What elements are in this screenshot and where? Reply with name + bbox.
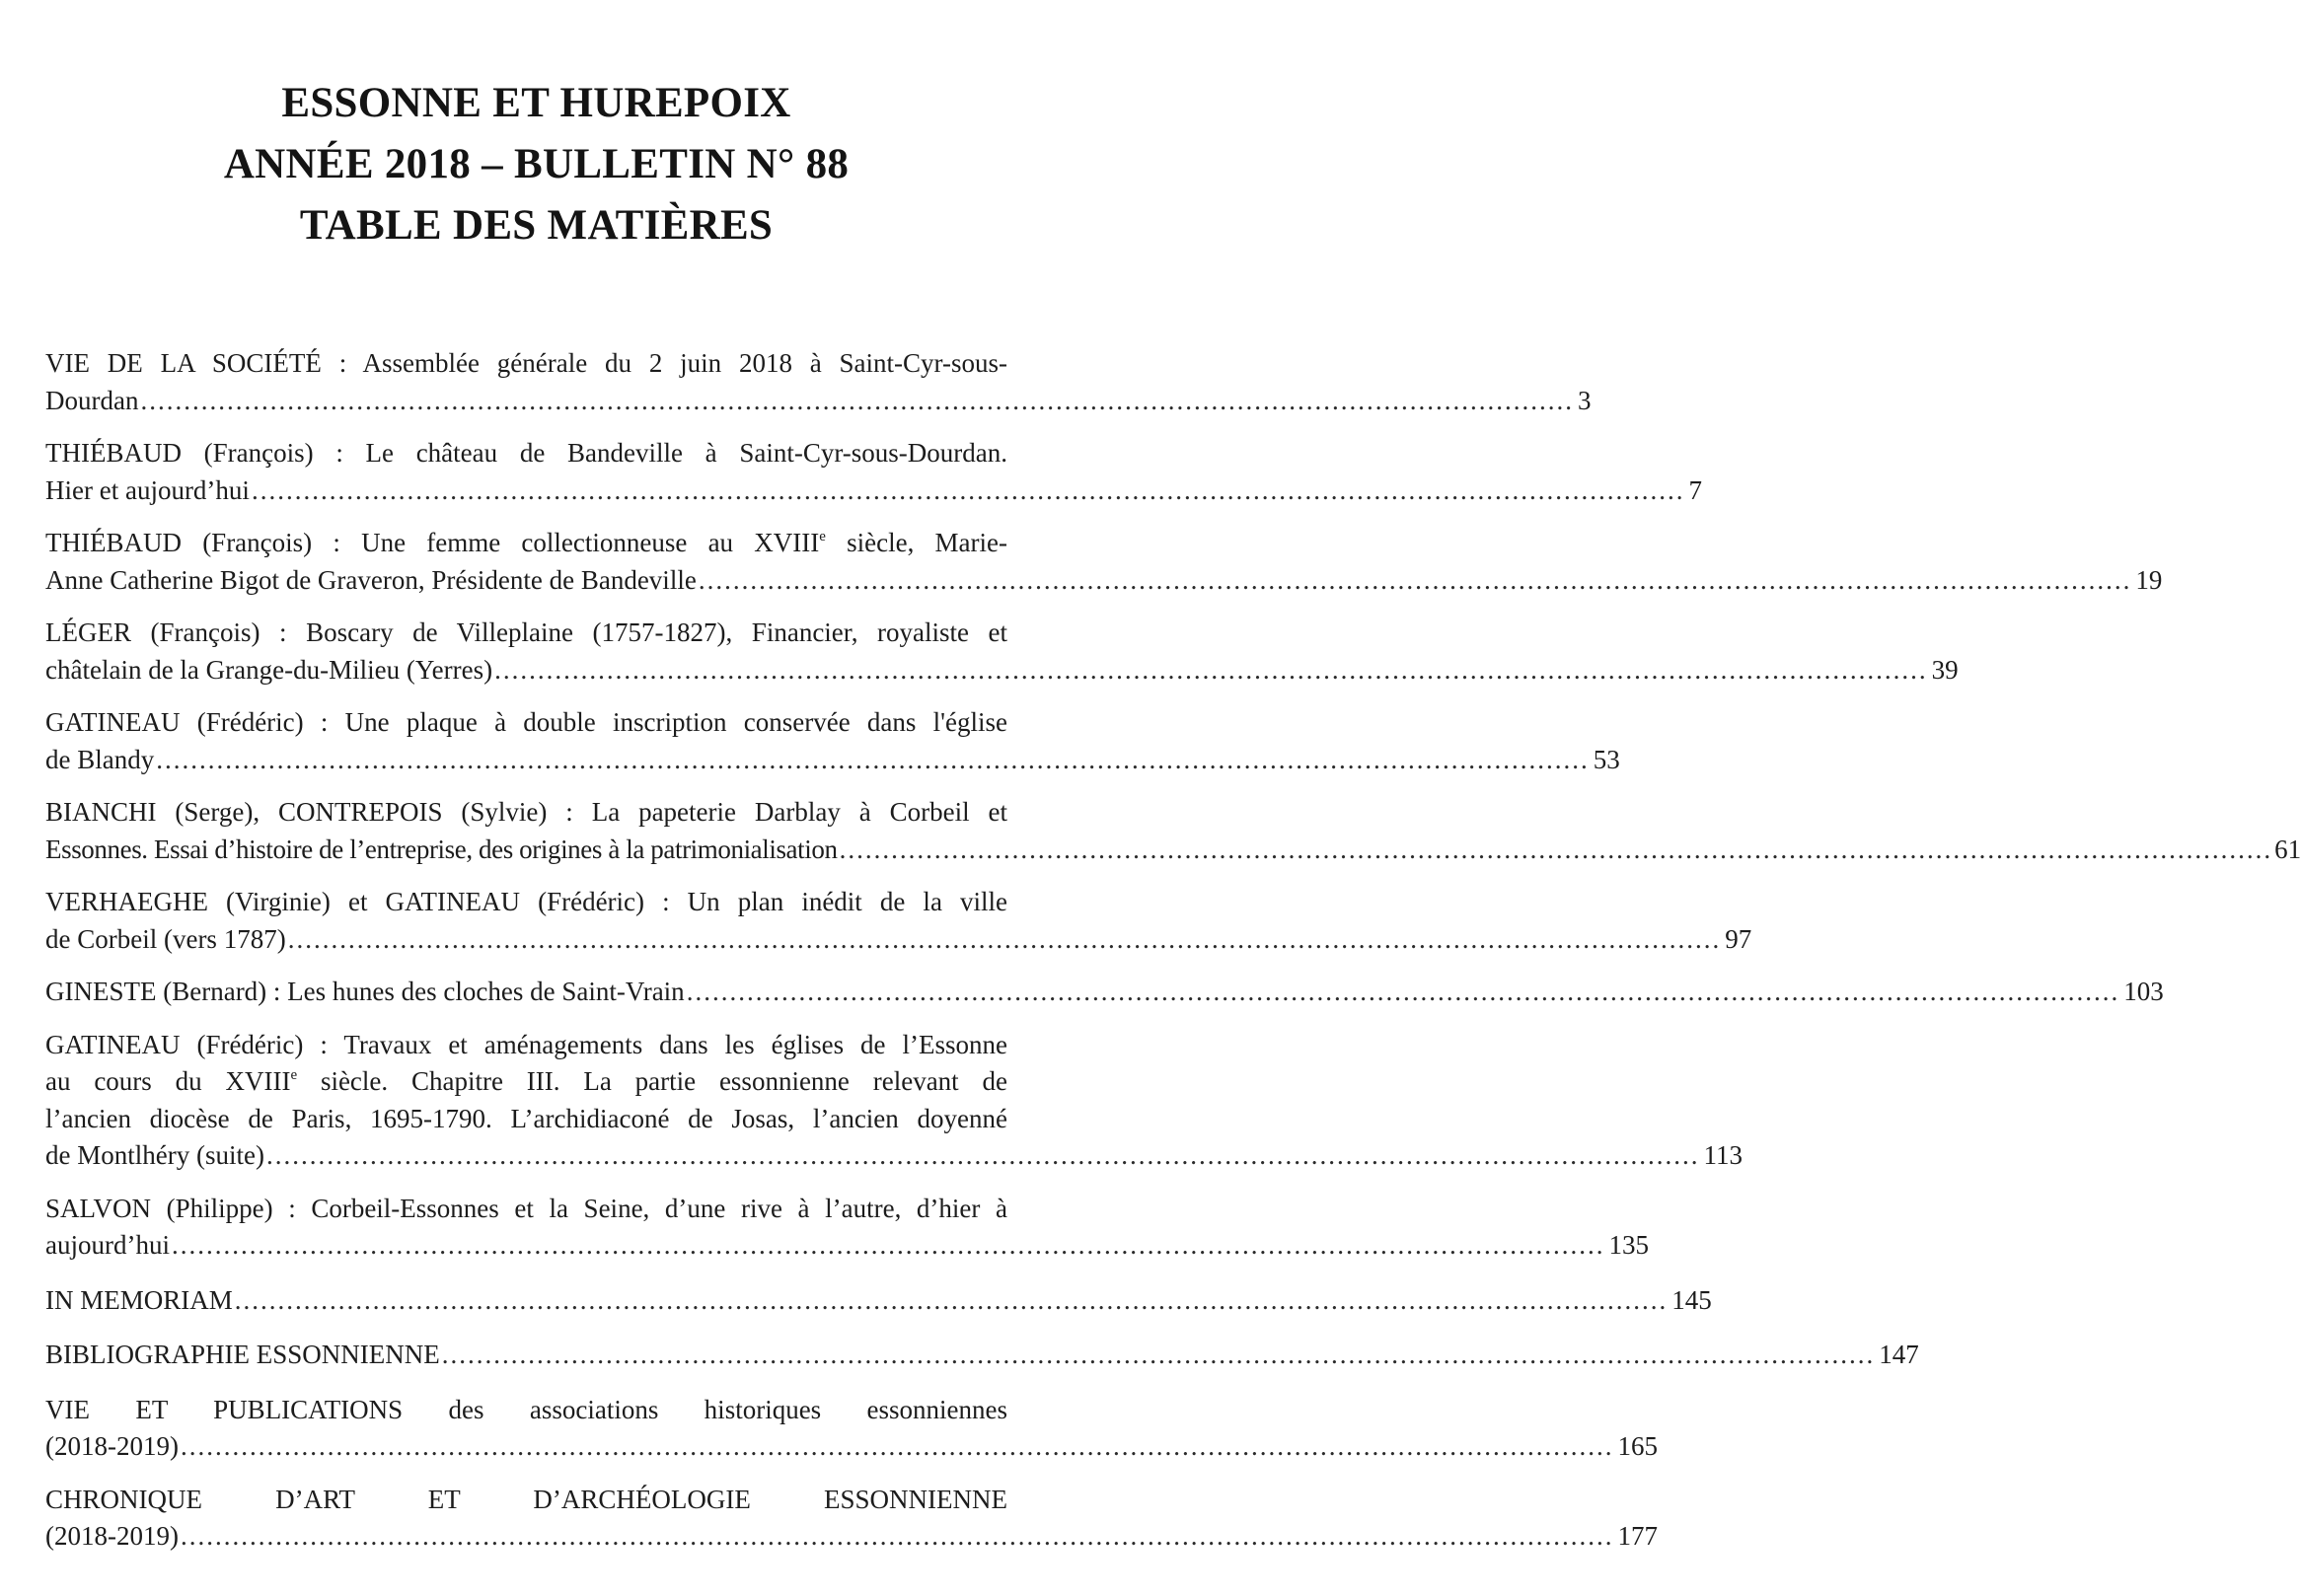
toc-entry xyxy=(45,794,2301,868)
toc-entry-title-part: THIÉBAUD (François) : Une femme collectionneuse au XVIII xyxy=(45,528,820,557)
toc-entry-title-end: de Corbeil (vers 1787) xyxy=(45,923,286,954)
dot-leader: ...................................................................................................................................................................... xyxy=(686,977,2120,1006)
toc-entry-title-end: Essonnes. Essai d’histoire de l’entreprise, des origines à la patrimonialisation xyxy=(45,834,838,864)
table-of-contents xyxy=(45,345,2301,1556)
superscript: e xyxy=(290,1067,298,1083)
toc-entry xyxy=(45,1482,1658,1556)
dot-leader: ...................................................................................................................................................................... xyxy=(494,654,1928,685)
toc-entry xyxy=(45,974,2164,1011)
toc-entry-page: 147 xyxy=(1879,1340,1919,1369)
toc-entry xyxy=(45,1282,1712,1320)
dot-leader: ...................................................................................................................................................................... xyxy=(180,1431,1614,1461)
toc-entry-title: VERHAEGHE (Virginie) et GATINEAU (Frédéric) : Un plan inédit de la ville xyxy=(45,887,1007,916)
toc-entry-page: 19 xyxy=(2135,564,2163,595)
toc-entry-title-end: de Blandy xyxy=(45,744,155,774)
toc-entry xyxy=(45,1392,1658,1466)
dot-leader: ...................................................................................................................................................................... xyxy=(171,1230,1605,1260)
toc-entry-page: 177 xyxy=(1617,1521,1658,1551)
toc-entry-title-end: aujourd’hui xyxy=(45,1230,170,1260)
dot-leader: ...................................................................................................................................................................... xyxy=(698,564,2132,595)
toc-entry-title: THIÉBAUD (François) : Le château de Bandeville à Saint-Cyr-sous-Dourdan. xyxy=(45,438,1007,468)
toc-entry-title-end: Dourdan xyxy=(45,385,139,415)
toc-entry-title-part: siècle, Marie- xyxy=(825,528,1008,557)
toc-entry-title-part: au cours du XVIII xyxy=(45,1066,291,1096)
superscript: e xyxy=(819,529,826,544)
toc-entry-title: GATINEAU (Frédéric) : Une plaque à double inscription conservée dans l'église xyxy=(45,707,1007,737)
toc-entry-title-continued: l’ancien diocèse de Paris, 1695-1790. L’archidiaconé de Josas, l’ancien doyenné xyxy=(45,1103,1007,1133)
toc-entry xyxy=(45,345,1592,419)
dot-leader: ...................................................................................................................................................................... xyxy=(140,385,1574,415)
dot-leader: ...................................................................................................................................................................... xyxy=(156,744,1590,774)
dot-leader: ...................................................................................................................................................................... xyxy=(234,1284,1669,1315)
toc-entry-page: 103 xyxy=(2123,977,2164,1006)
toc-entry-page: 7 xyxy=(1688,474,1702,505)
dot-leader: ...................................................................................................................................................................... xyxy=(180,1521,1614,1551)
toc-entry-title: BIANCHI (Serge), CONTREPOIS (Sylvie) : La papeterie Darblay à Corbeil et xyxy=(45,797,1007,827)
toc-entry-title-end: Hier et aujourd’hui xyxy=(45,474,250,505)
toc-entry-title xyxy=(45,525,1007,562)
toc-entry-title: GINESTE (Bernard) : Les hunes des cloches de Saint-Vrain xyxy=(45,977,685,1006)
toc-entry xyxy=(45,1191,1649,1265)
toc-entry xyxy=(45,1337,1919,1374)
toc-entry-title-end: de Montlhéry (suite) xyxy=(45,1140,264,1170)
document-header xyxy=(0,73,1073,256)
toc-entry xyxy=(45,435,1702,509)
toc-entry-title: LÉGER (François) : Boscary de Villeplaine (1757-1827), Financier, royaliste et xyxy=(45,617,1007,647)
toc-entry-page: 113 xyxy=(1703,1140,1743,1170)
table-of-contents-heading: TABLE DES MATIÈRES xyxy=(299,202,774,249)
toc-entry-page: 53 xyxy=(1593,744,1620,774)
toc-entry-title-end: Anne Catherine Bigot de Graveron, Présidente de Bandeville xyxy=(45,564,697,595)
toc-entry-title: GATINEAU (Frédéric) : Travaux et aménagements dans les églises de l’Essonne xyxy=(45,1029,1007,1059)
toc-entry-title-end: (2018-2019) xyxy=(45,1431,179,1461)
toc-entry-page: 145 xyxy=(1671,1284,1712,1315)
toc-entry xyxy=(45,615,1959,689)
toc-entry-title: CHRONIQUE D’ART ET D’ARCHÉOLOGIE ESSONNIENNE xyxy=(45,1484,1007,1514)
toc-entry-title: BIBLIOGRAPHIE ESSONNIENNE xyxy=(45,1340,440,1369)
toc-entry-page: 61 xyxy=(2274,834,2301,864)
toc-entry xyxy=(45,525,2163,599)
dot-leader: ...................................................................................................................................................................... xyxy=(839,834,2273,864)
dot-leader: ...................................................................................................................................................................... xyxy=(287,923,1722,954)
issue-title: ANNÉE 2018 – BULLETIN N° 88 xyxy=(223,141,850,187)
toc-entry xyxy=(45,884,1752,958)
toc-entry-title-part: siècle. Chapitre III. La partie essonnienne relevant de xyxy=(297,1066,1007,1096)
toc-entry-title-end: châtelain de la Grange-du-Milieu (Yerres) xyxy=(45,654,493,685)
toc-entry-title: IN MEMORIAM xyxy=(45,1284,233,1315)
toc-entry-page: 39 xyxy=(1931,654,1959,685)
toc-entry xyxy=(45,1027,1743,1175)
dot-leader: ...................................................................................................................................................................... xyxy=(251,474,1685,505)
toc-entry-title: SALVON (Philippe) : Corbeil-Essonnes et la Seine, d’une rive à l’autre, d’hier à xyxy=(45,1193,1007,1223)
toc-entry-title: VIE ET PUBLICATIONS des associations historiques essonniennes xyxy=(45,1394,1007,1424)
journal-title: ESSONNE ET HUREPOIX xyxy=(281,80,791,126)
dot-leader: ...................................................................................................................................................................... xyxy=(441,1340,1876,1369)
toc-entry xyxy=(45,704,1620,778)
toc-entry-page: 135 xyxy=(1608,1230,1649,1260)
toc-entry-title-end: (2018-2019) xyxy=(45,1521,179,1551)
toc-entry-page: 97 xyxy=(1725,923,1752,954)
dot-leader: ...................................................................................................................................................................... xyxy=(265,1140,1700,1170)
toc-entry-page: 165 xyxy=(1617,1431,1658,1461)
toc-entry-title-continued xyxy=(45,1063,1007,1101)
toc-entry-title: VIE DE LA SOCIÉTÉ : Assemblée générale du 2 juin 2018 à Saint-Cyr-sous- xyxy=(45,348,1007,378)
toc-entry-page: 3 xyxy=(1577,385,1592,415)
